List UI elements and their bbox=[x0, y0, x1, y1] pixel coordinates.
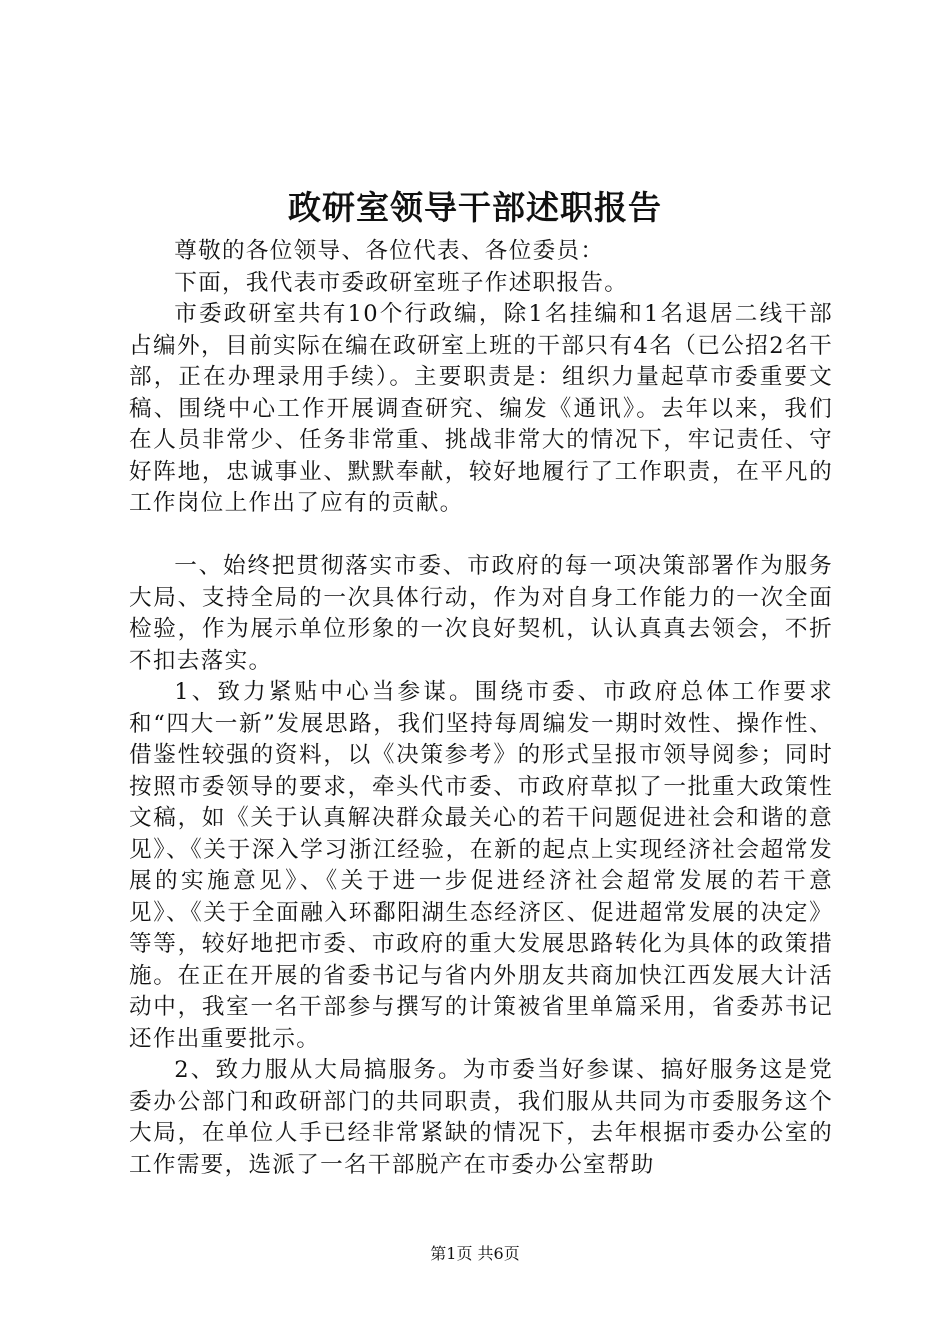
section-one-paragraph: 一、始终把贯彻落实市委、市政府的每一项决策部署作为服务大局、支持全局的一次具体行动，作为对自身工作能力的一次全面检验，作为展示单位形象的一次良好契机，认认真真去领会，不折不扣去落实。 bbox=[129, 553, 833, 674]
intro-paragraph: 下面，我代表市委政研室班子作述职报告。 bbox=[174, 269, 629, 296]
document-body bbox=[129, 236, 833, 1181]
document-title: 政研室领导干部述职报告 bbox=[288, 188, 662, 227]
item-one-paragraph: 1、致力紧贴中心当参谋。围绕市委、市政府总体工作要求和“四大一新”发展思路，我们坚持每周编发一期时效性、操作性、借鉴性较强的资料，以《决策参考》的形式呈报市领导阅参；同时按照市委领导的要求，牵头代市委、市政府草拟了一批重大政策性文稿，如《关于认真解决群众最关心的若干问题促进社会和谐的意见》、《关于深入学习浙江经验，在新的起点上实现经济社会超常发展的实施意见》、《关于进一步促进经济社会超常发展的若干意见》、《关于全面融入环鄱阳湖生态经济区、促进超常发展的决定》等等，较好地把市委、市政府的重大发展思路转化为具体的政策措施。在正在开展的省委书记与省内外朋友共商加快江西发展大计活动中，我室一名干部参与撰写的计策被省里单篇采用，省委苏书记还作出重要批示。 bbox=[129, 679, 833, 1052]
overview-paragraph: 市委政研室共有10个行政编，除1名挂编和1名退居二线干部占编外，目前实际在编在政研室上班的干部只有4名（已公招2名干部，正在办理录用手续）。主要职责是：组织力量起草市委重要文稿、围绕中心工作开展调查研究、编发《通讯》。去年以来，我们在人员非常少、任务非常重、挑战非常大的情况下，牢记责任、守好阵地，忠诚事业、默默奉献，较好地履行了工作职责，在平凡的工作岗位上作出了应有的贡献。 bbox=[129, 301, 833, 516]
page-footer: 第1页 共6页 bbox=[430, 1244, 520, 1263]
item-two-paragraph: 2、致力服从大局搞服务。为市委当好参谋、搞好服务这是党委办公部门和政研部门的共同职责，我们服从共同为市委服务这个大局，在单位人手已经非常紧缺的情况下，去年根据市委办公室的工作需要，选派了一名干部脱产在市委办公室帮助 bbox=[129, 1057, 833, 1178]
salutation-paragraph: 尊敬的各位领导、各位代表、各位委员： bbox=[174, 238, 605, 264]
